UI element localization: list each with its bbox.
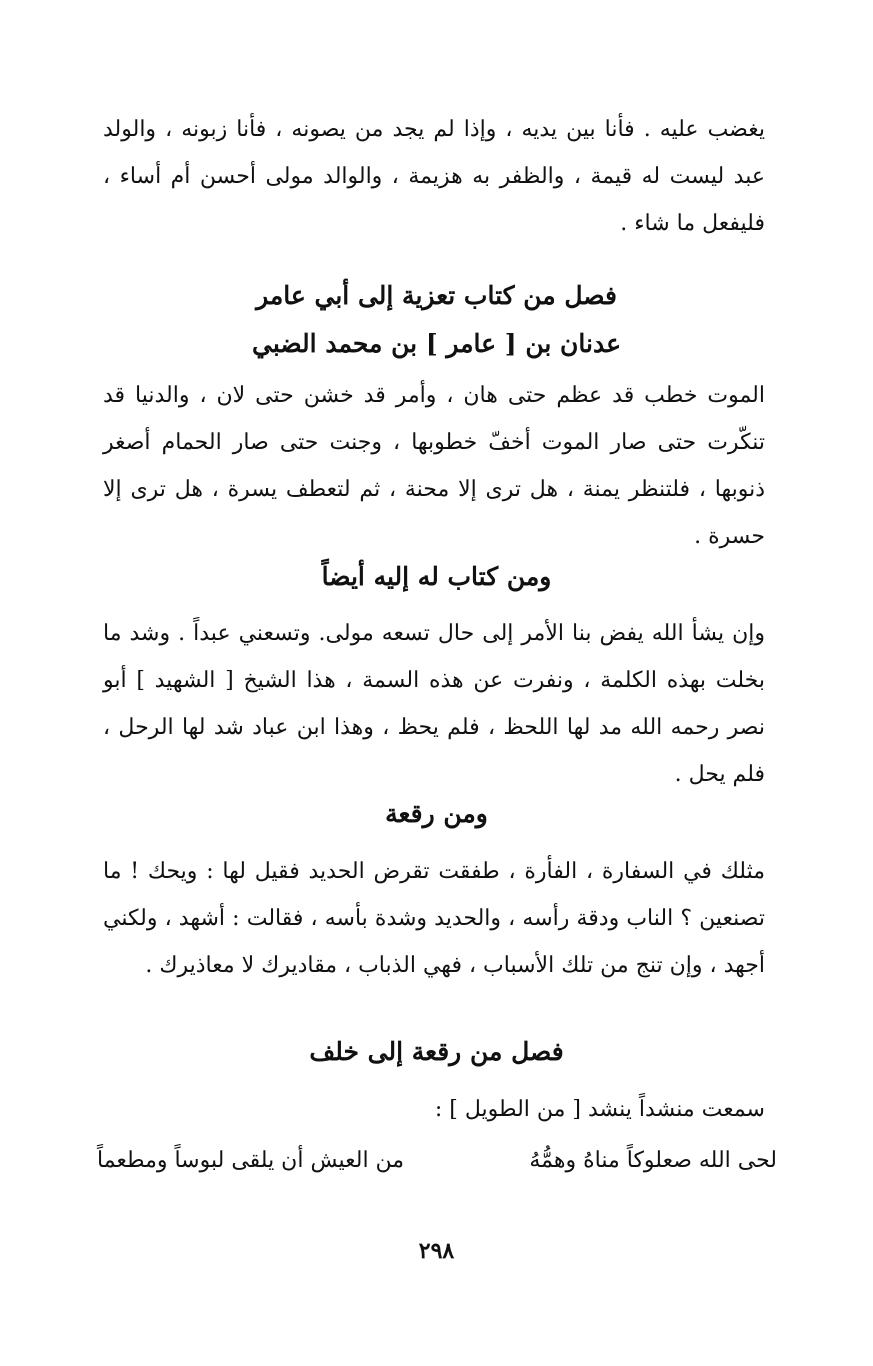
paragraph-condolence: الموت خطب قد عظم حتى هان ، وأمر قد خشن حتى لان ، والدنيا قد تنكّرت حتى صار الموت أخفّ خطوبها ، وجنت حتى صار الحمام أصغر ذنوبها ، فلتنظر يمنة ، هل ترى إلا محنة ، ثم لتعطف يسرة ، هل ترى إلا حسرة .	[103, 383, 765, 549]
paragraph-another-letter: وإن يشأ الله يفض بنا الأمر إلى حال تسعه مولى. وتسعني عبداً . وشد ما بخلت بهذه الكلمة ، ونفرت عن هذه السمة ، هذا الشيخ [ الشهيد ] أبو نصر رحمه الله مد لها اللحظ ، فلم يحظ ، وهذا ابن عباد شد لها الرحل ، فلم يحل .	[103, 621, 765, 787]
verse-intro: سمعت منشداً ينشد [ من الطويل ] :	[434, 1097, 765, 1122]
section-heading-condolence	[0, 272, 873, 368]
section-heading-another-letter: ومن كتاب له إليه أيضاً	[321, 562, 552, 591]
section-heading-line-2: عدنان بن [ عامر ] بن محمد الضبي	[252, 329, 621, 358]
section-heading-line-1: فصل من كتاب تعزية إلى أبي عامر	[256, 281, 617, 310]
section-heading-note: ومن رقعة	[385, 799, 488, 828]
paragraph-continuation: يغضب عليه . فأنا بين يديه ، وإذا لم يجد من يصونه ، فأنا زبونه ، والولد عبد ليست له قيمة ، والظفر به هزيمة ، والوالد مولى أحسن أم أساء ، فليفعل ما شاء .	[103, 117, 765, 236]
verse-second-hemistich: من العيش أن يلقى لبوساً ومطعماً	[97, 1148, 405, 1173]
paragraph-note: مثلك في السفارة ، الفأرة ، طفقت تقرض الحديد فقيل لها : ويحك ! ما تصنعين ؟ الناب ودقة رأسه ، والحديد وشدة بأسه ، فقالت : أشهد ، ولكني أجهد ، وإن تنج من تلك الأسباب ، فهي الذباب ، مقاديرك لا معاذيرك .	[103, 859, 765, 978]
poem-verse	[97, 1138, 777, 1184]
page-number: ٢٩٨	[418, 1238, 455, 1264]
section-heading-note-to-khalaf: فصل من رقعة إلى خلف	[309, 1037, 564, 1066]
verse-first-hemistich: لحى الله صعلوكاً مناهُ وهمُّهُ	[529, 1148, 777, 1173]
